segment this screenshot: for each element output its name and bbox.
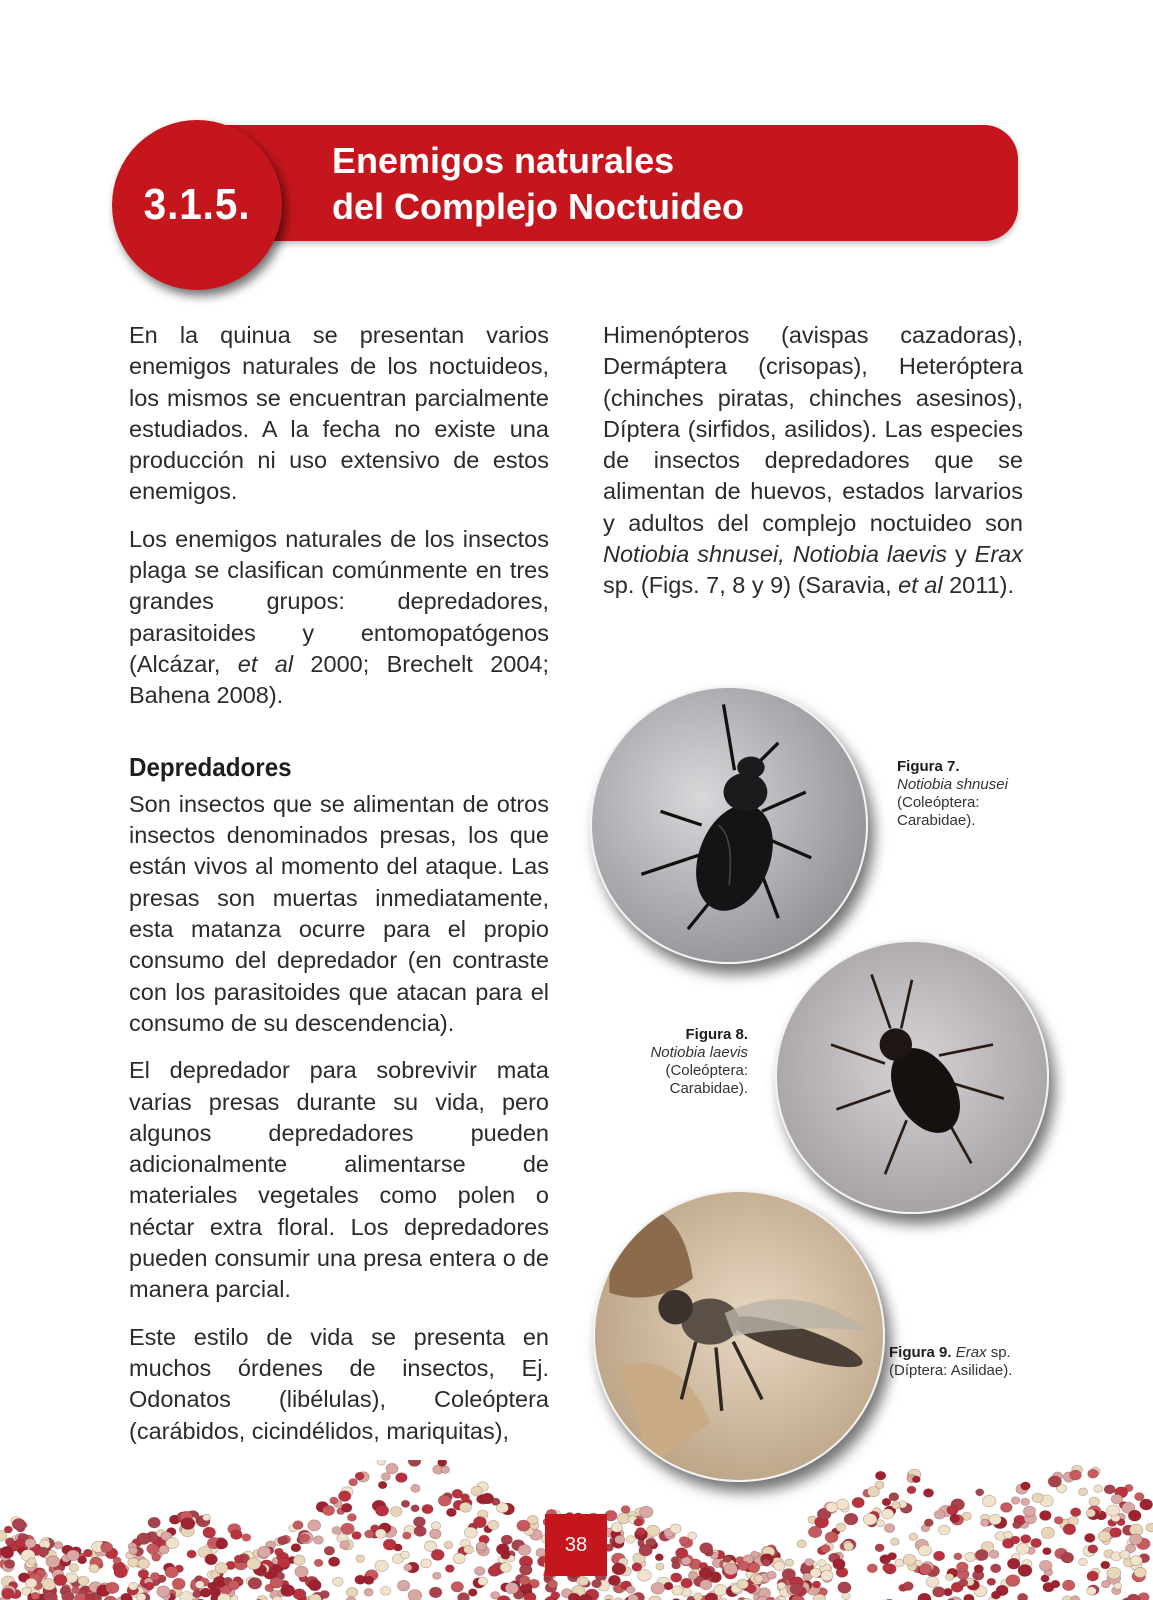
section-number-badge bbox=[112, 120, 282, 290]
section-number: 3.1.5. bbox=[143, 180, 251, 229]
figure-species-suffix: sp. bbox=[986, 1344, 1011, 1361]
figure-label: Figura 8. bbox=[685, 1026, 748, 1043]
paragraph: Son insectos que se alimentan de otros insectos denominados presas, los que están vivos al momento del ataque. Las presas son muertas inmediatamente, esta matanza ocurre para el propio consumo del depredador (en contraste con los parasitoides que atacan para el consumo de su descendencia). bbox=[129, 790, 549, 1036]
italic-run: Notiobia shnusei, Notiobia laevis bbox=[603, 541, 947, 568]
italic-run: Erax bbox=[974, 541, 1023, 568]
section-title bbox=[332, 138, 992, 230]
text-run: 2000; Brechelt 2004; Bahena 2008). bbox=[129, 650, 549, 709]
figure-taxonomy: (Coleóptera: Carabidae). bbox=[665, 1062, 748, 1097]
title-line-1: Enemigos naturales bbox=[332, 140, 675, 181]
text-run: Himenópteros (avispas cazadoras), Dermáptera (crisopas), Heteróptera (chinches piratas, chinches asesinos), Díptera (sirfidos, asilidos). Las especies de insectos depredadores que se alimentan de huevos, estados larvarios y adultos del complejo noctuideo son bbox=[603, 322, 1023, 536]
figure-species: Notiobia laevis bbox=[650, 1044, 748, 1061]
right-column bbox=[603, 320, 1023, 618]
paragraph: En la quinua se presentan varios enemigos naturales de los noctuideos, los mismos se encuentran parcialmente estudiados. A la fecha no existe una producción ni uso extensivo de estos enemigos. bbox=[129, 322, 549, 505]
text-run: 2011). bbox=[942, 572, 1014, 599]
figure-8-caption bbox=[600, 1026, 748, 1098]
paragraph bbox=[129, 524, 549, 712]
figure-species: Erax bbox=[955, 1344, 987, 1361]
figure-8-photo bbox=[775, 940, 1049, 1214]
figure-label: Figura 9. bbox=[889, 1344, 952, 1361]
paragraph bbox=[603, 320, 1023, 602]
figure-taxonomy: (Coleóptera: Carabidae). bbox=[897, 794, 980, 829]
figure-9-caption bbox=[889, 1344, 1059, 1380]
italic-run: et al bbox=[898, 572, 943, 599]
italic-run: et al bbox=[237, 650, 294, 677]
figure-7-photo bbox=[590, 686, 868, 964]
left-column bbox=[129, 320, 549, 1463]
paragraph: El depredador para sobrevivir mata varias presas durante su vida, pero algunos depredadores pueden adicionalmente alimentarse de materiales vegetales como polen o néctar extra floral. Los depredadores pueden consumir una presa entera o de manera parcial. bbox=[129, 1057, 549, 1303]
figure-9-photo bbox=[593, 1190, 885, 1482]
figure-label: Figura 7. bbox=[897, 758, 960, 775]
figure-taxonomy: (Díptera: Asilidae). bbox=[889, 1362, 1013, 1379]
title-line-2: del Complejo Noctuideo bbox=[332, 186, 745, 227]
section-heading: Depredadores bbox=[129, 751, 292, 782]
text-run: y bbox=[946, 541, 975, 568]
text-run: Los enemigos naturales de los insectos plaga se clasifican comúnmente en tres grandes grupos: depredadores, parasitoides y entomopatógenos (Alcázar, bbox=[129, 525, 549, 677]
figure-7-caption bbox=[897, 758, 1047, 830]
figure-species: Notiobia shnusei bbox=[897, 776, 1008, 793]
paragraph: Este estilo de vida se presenta en muchos órdenes de insectos, Ej. Odonatos (libélulas), Coleóptera (carábidos, cicindélidos, mariquitas), bbox=[129, 1323, 549, 1444]
page-number: 38 bbox=[545, 1514, 607, 1576]
text-run: sp. (Figs. 7, 8 y 9) (Saravia, bbox=[603, 572, 899, 599]
